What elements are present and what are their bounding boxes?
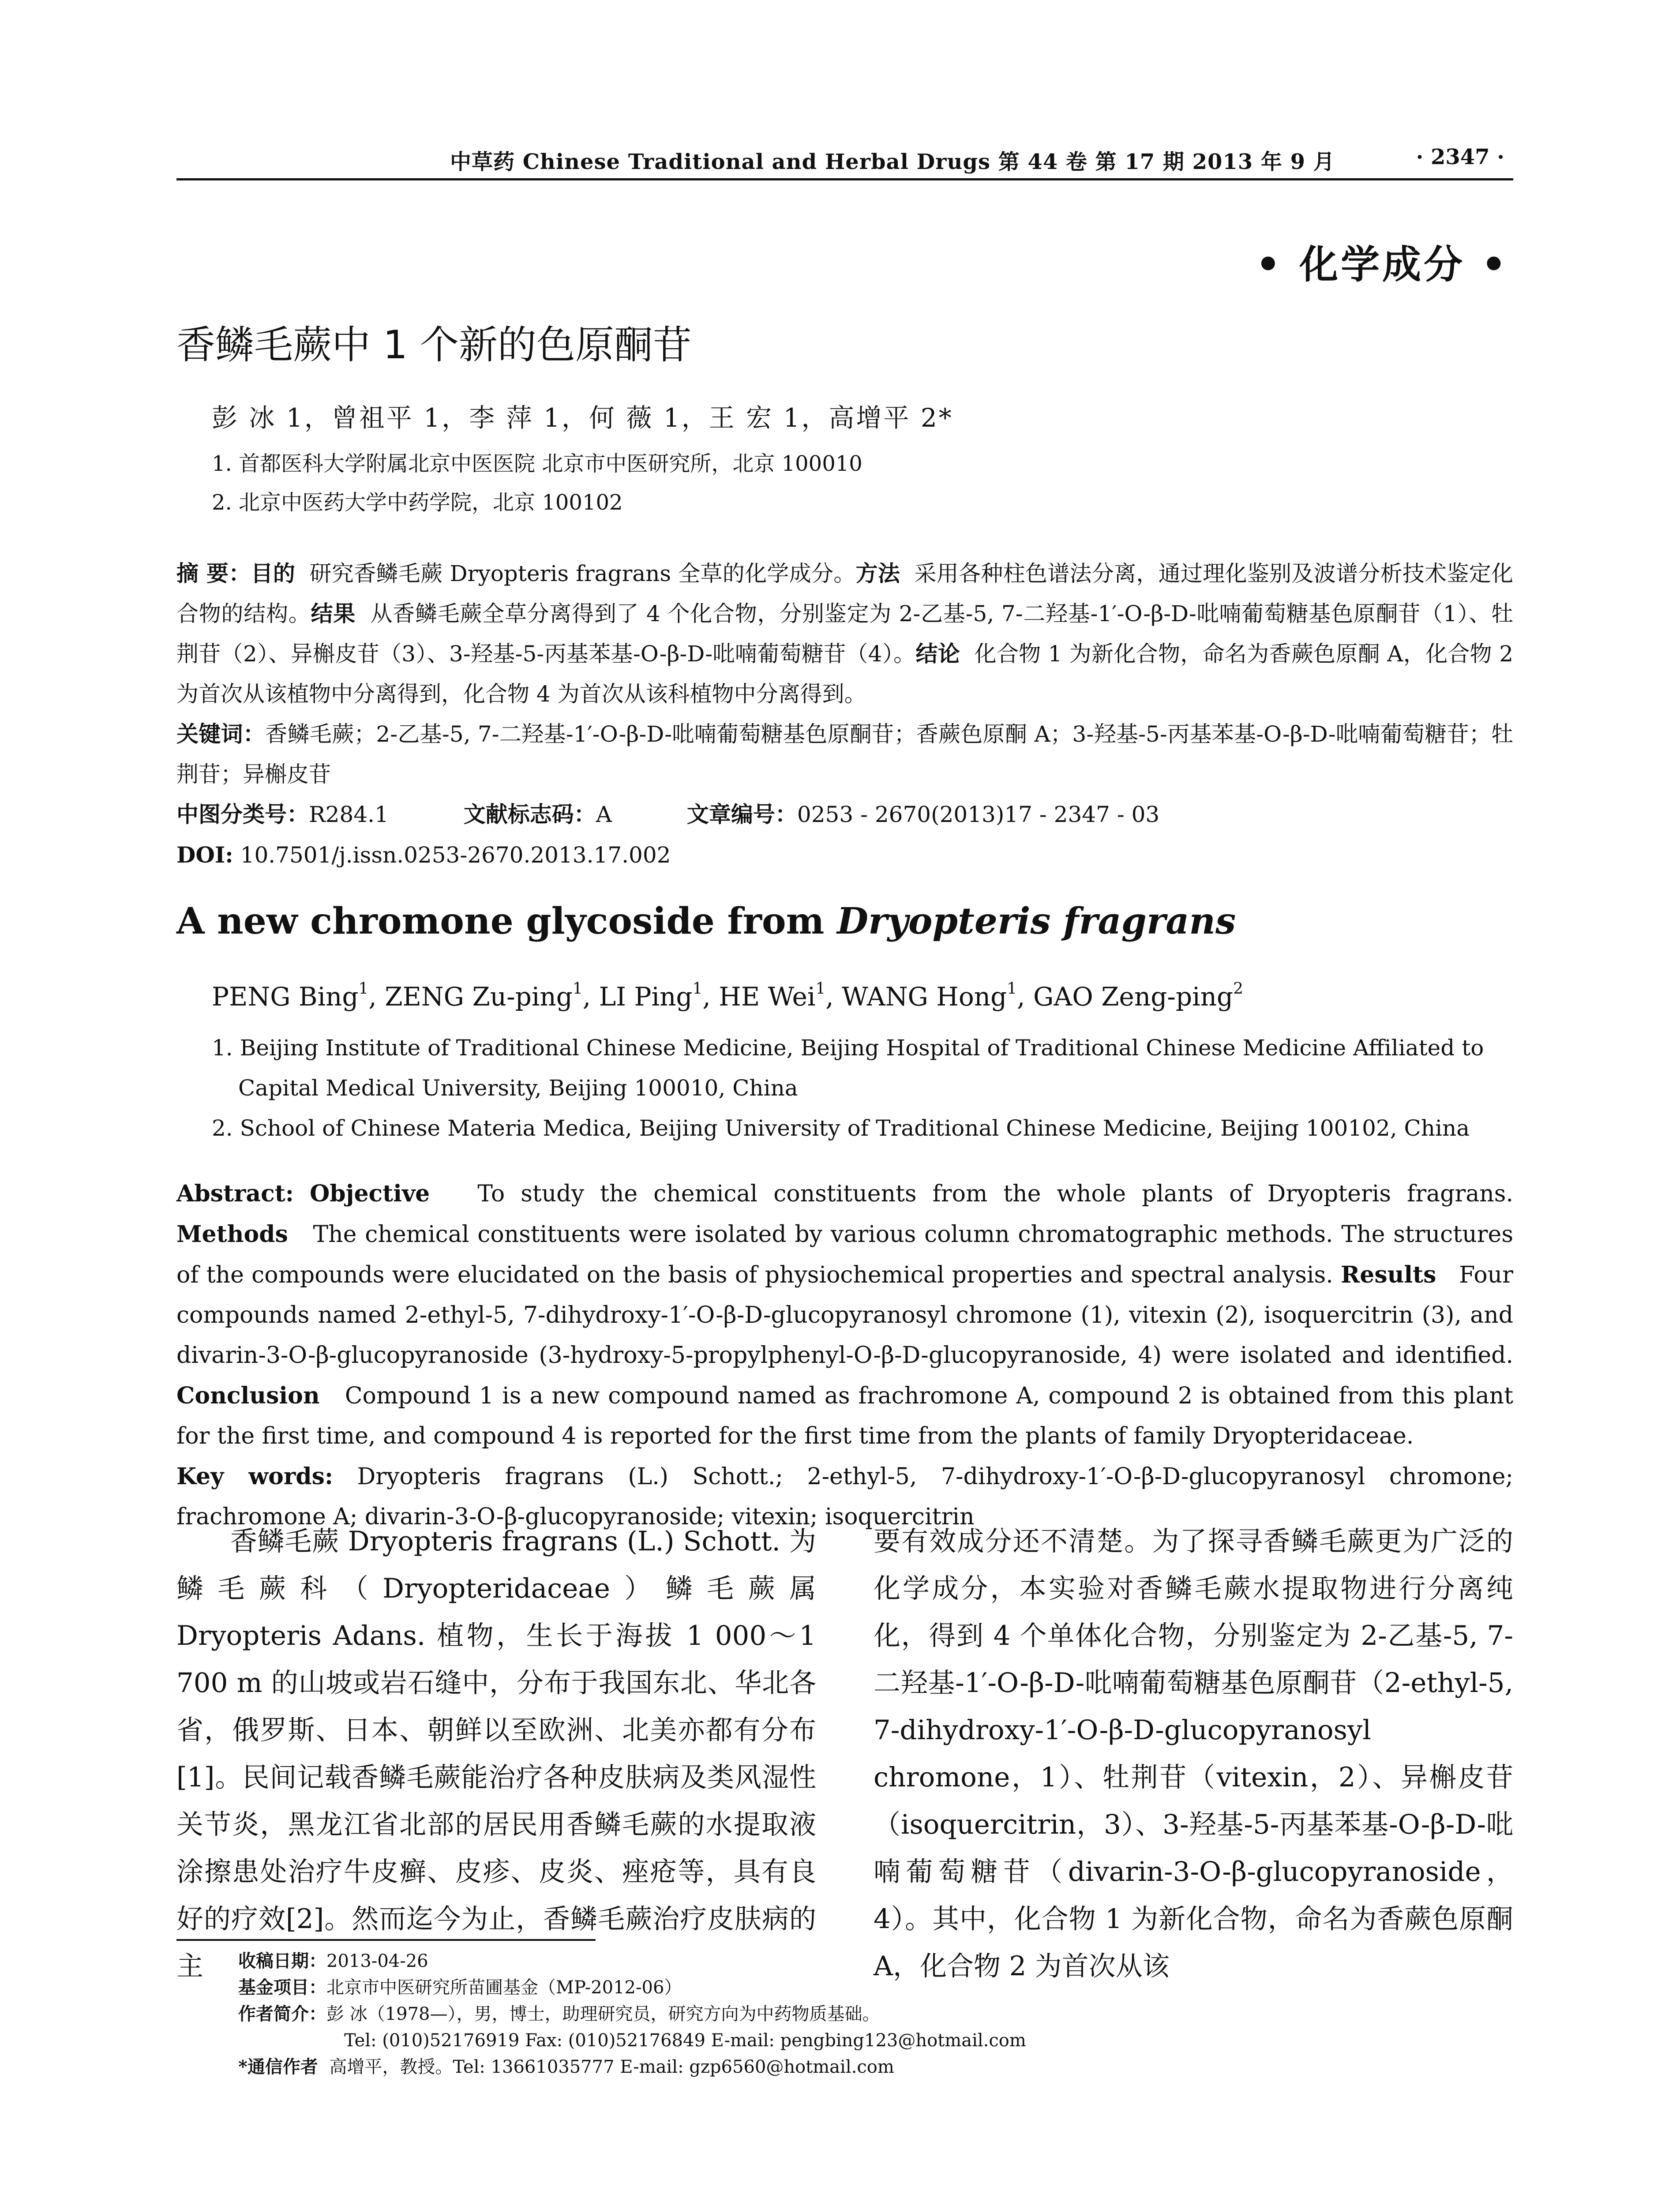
methods-en: The chemical constituents were isolated by various column chromatographic methods. The structures of the compounds were elucidated on the basis of physiochemical properties and spectral analysis. (176, 1221, 1514, 1288)
doc-code: A (596, 802, 612, 827)
affiliation-cn-1: 1. 首都医科大学附属北京中医医院 北京市中医研究所，北京 100010 (212, 451, 862, 476)
objective-cn: 研究香鳞毛蕨 Dryopteris fragrans 全草的化学成分。 (309, 561, 856, 586)
doi-value: 10.7501/j.issn.0253-2670.2013.17.002 (240, 842, 671, 868)
abstract-cn-label: 摘 要： (176, 561, 251, 586)
authors-cn: 彭 冰 1，曾祖平 1，李 萍 1，何 薇 1，王 宏 1，高增平 2* (212, 403, 953, 433)
title-en-species: Dryopteris fragrans (836, 900, 1236, 942)
author-en-2: ZENG Zu-ping$^1$, (385, 979, 599, 1012)
title-cn: 香鳞毛蕨中 1 个新的色原酮苷 (176, 322, 692, 368)
results-cn-label: 结果 (311, 601, 356, 627)
conclusion-cn-label: 结论 (915, 641, 960, 667)
author-en-1: PENG Bing$^1$, (212, 979, 385, 1012)
title-en-prefix: A new chromone glycoside from (176, 900, 837, 942)
affiliation-en-2: 2. School of Chinese Materia Medica, Beijing University of Traditional Chinese Medicine, Beijing 100102, China (212, 1115, 1470, 1141)
methods-en-label: Methods (176, 1221, 288, 1248)
objective-en: To study the chemical constituents from the whole plants of Dryopteris fragrans. (477, 1181, 1513, 1207)
doi-label: DOI: (176, 842, 233, 868)
section-label: • 化学成分 • (1256, 242, 1509, 287)
objective-en-label: Objective (309, 1180, 430, 1207)
footnote-received: 收稿日期：2013-04-26 (238, 1951, 428, 1971)
classification-row (176, 795, 1513, 835)
conclusion-en-label: Conclusion (176, 1382, 320, 1409)
doi-row (176, 835, 1513, 875)
running-header (176, 140, 1513, 180)
methods-cn: 采用各种柱色谱法分离，通过理化鉴别及波谱分析技术鉴定化合物的结构。 (176, 561, 1514, 627)
body-column-left: 香鳞毛蕨 Dryopteris fragrans (L.) Schott. 为鳞毛蕨科（Dryopteridaceae）鳞毛蕨属 Dryopteris Adans. 植物，生长于海拔 1 000～1 700 m 的山坡或岩石缝中，分布于我国东北、华北各省，俄罗斯、日本、朝鲜以至欧洲、北美亦都有分布[1]。民间记载香鳞毛蕨能治疗各种皮肤病及类风湿性关节炎，黑龙江省北部的居民用香鳞毛蕨的水提取液涂擦患处治疗牛皮癣、皮疹、皮炎、痤疮等，具有良好的疗效[2]。然而迄今为止，香鳞毛蕨治疗皮肤病的主 (176, 1526, 816, 1982)
page-number: · 2347 · (1416, 145, 1504, 169)
keywords-cn (176, 714, 1513, 795)
authors-en (212, 979, 1243, 1012)
objective-cn-label: 目的 (251, 561, 296, 586)
article-number: 0253 - 2670(2013)17 - 2347 - 03 (797, 802, 1160, 827)
journal-header: 中草药 Chinese Traditional and Herbal Drugs 第 44 卷 第 17 期 2013 年 9 月 (450, 150, 1335, 174)
abstract-en-body (176, 1174, 1513, 1456)
results-en-label: Results (1341, 1261, 1436, 1288)
author-en-6: GAO Zeng-ping$^2$ (1033, 979, 1243, 1012)
footnote-funding: 基金项目：北京市中医研究所苗圃基金（MP-2012-06） (238, 1977, 682, 1998)
body-column-right: 要有效成分还不清楚。为了探寻香鳞毛蕨更为广泛的化学成分，本实验对香鳞毛蕨水提取物进行分离纯化，得到 4 个单体化合物，分别鉴定为 2-乙基-5, 7-二羟基-1′-O-β-D-吡喃葡萄糖基色原酮苷（2-ethyl-5, 7-dihydroxy-1′-O-β-D-glucopyranosyl chromone，1）、牡荆苷（vitexin，2）、异槲皮苷（isoquercitrin，3）、3-羟基-5-丙基苯基-O-β-D-吡喃葡萄糖苷（divarin-3-O-β-glucopyranoside，4）。其中，化合物 1 为新化合物，命名为香蕨色原酮 A，化合物 2 为首次从该 (874, 1526, 1513, 1982)
title-en (176, 900, 1236, 942)
footnote-divider (176, 1939, 596, 1941)
methods-cn-label: 方法 (855, 561, 900, 586)
author-en-3: LI Ping$^1$, (599, 979, 719, 1012)
doc-code-label: 文献标志码： (463, 802, 596, 827)
clc-label: 中图分类号： (176, 802, 309, 827)
conclusion-cn: 化合物 1 为新化合物，命名为香蕨色原酮 A，化合物 2 为首次从该植物中分离得到，化合物 4 为首次从该科植物中分离得到。 (176, 641, 1514, 707)
results-en: Four compounds named 2-ethyl-5, 7-dihydroxy-1′-O-β-D-glucopyranosyl chromone (1), vitexin (2), isoquercitrin (3), and divarin-3-O-β-glucopyranoside (3-hydroxy-5-propylphenyl-O-β-D-glucopyranoside, 4) were isolated and identified. (176, 1262, 1514, 1369)
results-cn: 从香鳞毛蕨全草分离得到了 4 个化合物，分别鉴定为 2-乙基-5, 7-二羟基-1′-O-β-D-吡喃葡萄糖基色原酮苷（1）、牡荆苷（2）、异槲皮苷（3）、3-羟基-5-丙基苯基-O-β-D-吡喃葡萄糖苷（4）。 (176, 601, 1514, 667)
conclusion-en: Compound 1 is a new compound named as frachromone A, compound 2 is obtained from this plant for the first time, and compound 4 is reported for the first time from the plants of family Dryopteridaceae. (176, 1383, 1513, 1449)
footnote-contact: Tel: (010)52176919 Fax: (010)52176849 E-mail: pengbing123@hotmail.com (344, 2030, 1026, 2051)
affiliation-cn-2: 2. 北京中医药大学中药学院，北京 100102 (212, 490, 623, 515)
footnote-corresponding: *通信作者 高增平，教授。Tel: 13661035777 E-mail: gzp6560@hotmail.com (238, 2056, 894, 2077)
affiliation-en-1: 1. Beijing Institute of Traditional Chinese Medicine, Beijing Hospital of Traditional Chinese Medicine Affiliated to Capital Medical University, Beijing 100010, China (212, 1035, 1484, 1101)
keywords-en-label: Key words: (176, 1463, 334, 1490)
abstract-cn-body (176, 554, 1513, 714)
clc-code: R284.1 (309, 802, 389, 827)
article-number-label: 文章编号： (686, 802, 797, 827)
footnote-author-bio: 作者简介：彭 冰（1978—），男，博士，助理研究员，研究方向为中药物质基础。 (238, 2003, 880, 2024)
keywords-cn-label: 关键词： (176, 721, 266, 747)
keywords-en-text: Dryopteris fragrans (L.) Schott.; 2-ethyl-5, 7-dihydroxy-1′-O-β-D-glucopyranosyl chromone; frachromone A; divarin-3-O-β-glucopyranoside; vitexin; isoquercitrin (176, 1463, 1513, 1530)
footnotes (238, 1948, 1474, 2080)
abstract-en-label: Abstract: (176, 1180, 294, 1207)
abstract-cn (176, 554, 1513, 875)
author-en-5: WANG Hong$^1$, (842, 979, 1034, 1012)
keywords-cn-text: 香鳞毛蕨；2-乙基-5, 7-二羟基-1′-O-β-D-吡喃葡萄糖基色原酮苷；香蕨色原酮 A；3-羟基-5-丙基苯基-O-β-D-吡喃葡萄糖苷；牡荆苷；异槲皮苷 (176, 721, 1514, 787)
author-en-4: HE Wei$^1$, (719, 979, 842, 1012)
abstract-en (176, 1174, 1513, 1537)
